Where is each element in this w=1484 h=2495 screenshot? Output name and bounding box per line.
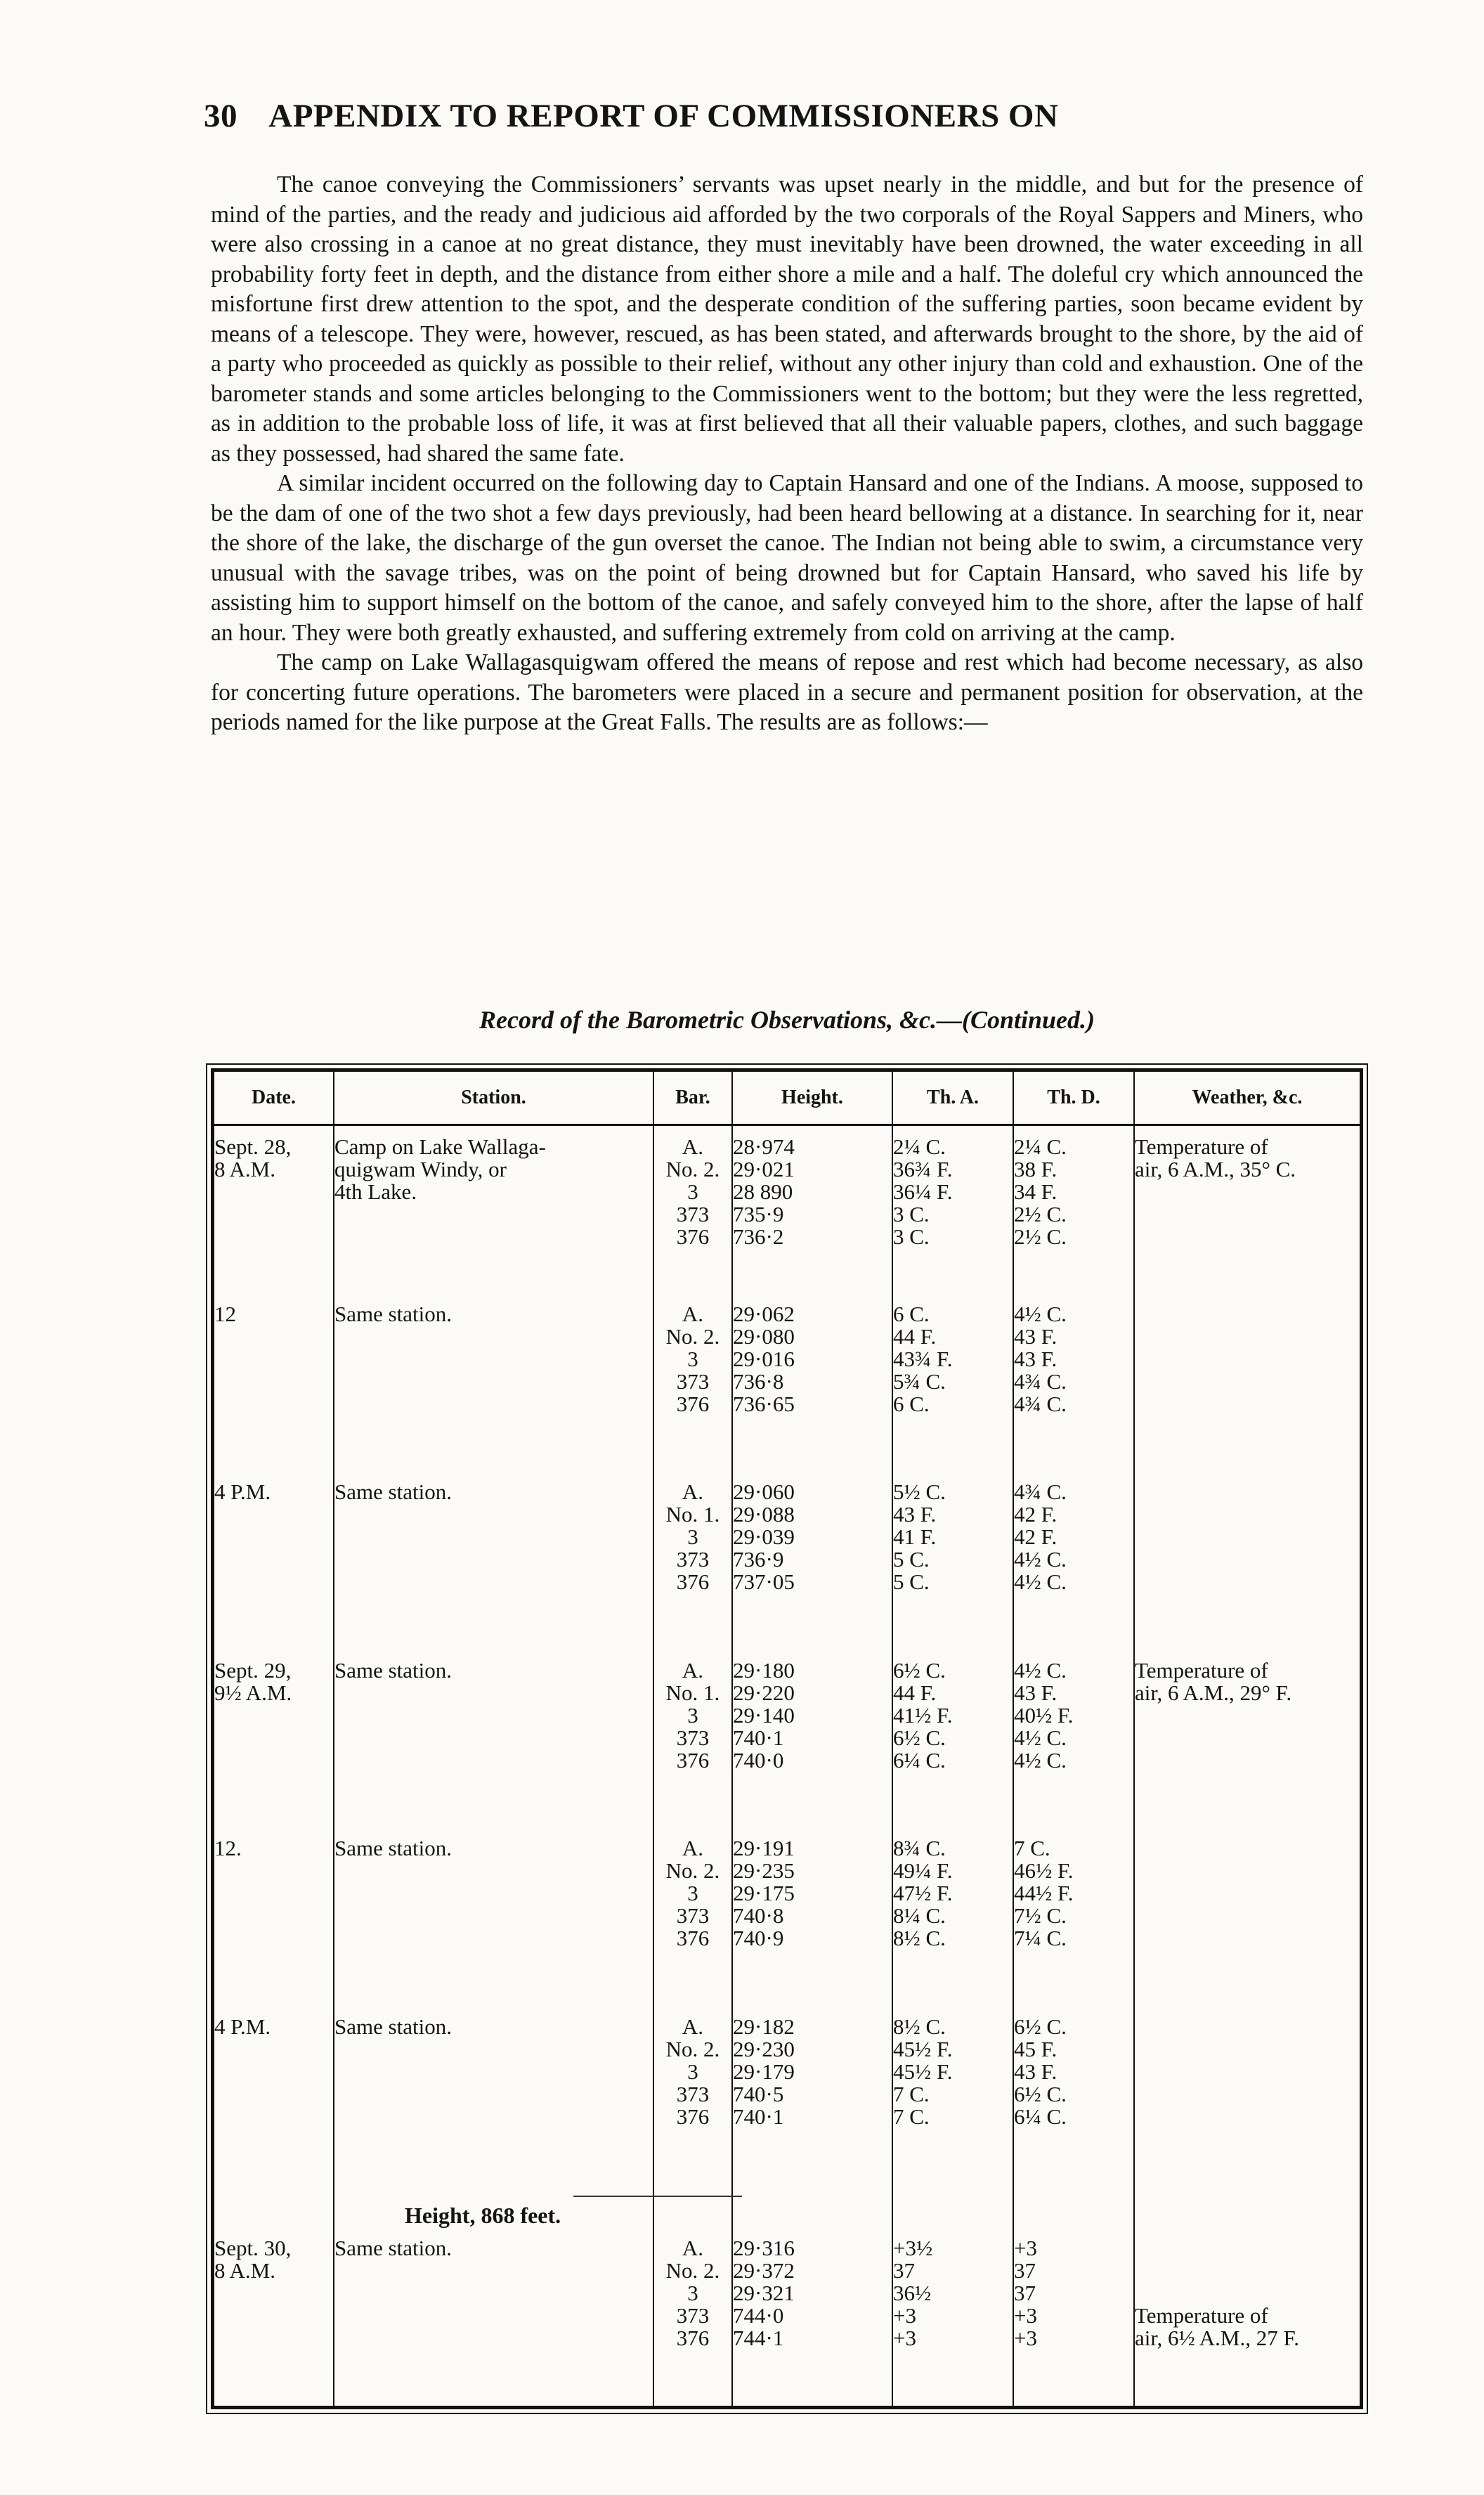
thd-cell-line: 4½ C. — [1014, 1657, 1067, 1683]
header-bar: Bar. — [653, 1072, 732, 1125]
height-cell — [732, 2237, 892, 2406]
bar-cell-line: No. 2. — [665, 1323, 720, 1349]
header-tha: Th. A. — [892, 1072, 1013, 1125]
weather-cell — [1134, 1481, 1360, 1659]
tha-cell — [892, 1659, 1013, 1837]
date-cell-line: Sept. 28, — [214, 1134, 292, 1159]
bar-cell — [653, 1303, 732, 1481]
weather-cell — [1134, 2237, 1360, 2406]
height-cell — [732, 1481, 892, 1659]
thd-cell-line: 4½ C. — [1014, 1547, 1067, 1572]
weather-cell-line — [1135, 2282, 1360, 2305]
tha-cell-line: 3 C. — [893, 1202, 930, 1226]
weather-cell — [1134, 1303, 1360, 1481]
thd-cell-line: 7½ C. — [1014, 1903, 1067, 1929]
tha-cell-line: +3 — [893, 2302, 916, 2328]
height-cell-line: 29·235 — [733, 1858, 795, 1884]
tha-cell-line: +3 — [893, 2325, 916, 2350]
height-cell-line: 29·372 — [733, 2257, 795, 2283]
tha-cell-line: 43 F. — [893, 1502, 937, 1527]
bar-cell-line: 373 — [676, 1547, 710, 1572]
bar-cell-line: 373 — [676, 2302, 710, 2328]
weather-cell-line: air, 6 A.M., 35° C. — [1135, 1157, 1296, 1181]
height-note-cell — [892, 2191, 1013, 2237]
tha-cell-line: 7 C. — [893, 2081, 930, 2106]
height-cell — [732, 1837, 892, 2015]
weather-cell — [1134, 1125, 1360, 1303]
header-date: Date. — [214, 1072, 334, 1125]
thd-cell-line: 42 F. — [1014, 1524, 1057, 1550]
thd-cell-line: 2¼ C. — [1014, 1134, 1067, 1159]
tha-cell-line: +3½ — [893, 2235, 933, 2260]
height-note-row — [214, 2191, 1360, 2237]
height-cell-line: 736·9 — [733, 1547, 784, 1572]
bar-cell-line: 3 — [687, 2280, 698, 2305]
weather-cell — [1134, 2016, 1360, 2191]
tha-cell-line: 49¼ F. — [893, 1858, 953, 1884]
station-cell — [334, 1125, 653, 1303]
thd-cell-line: 43 F. — [1014, 2059, 1057, 2084]
bar-cell-line: No. 2. — [665, 1157, 720, 1181]
height-cell-line: 29·080 — [733, 1323, 795, 1349]
height-cell-line: 29·060 — [733, 1479, 795, 1505]
station-cell-line: Same station. — [334, 1479, 453, 1505]
thd-cell-line: 6¼ C. — [1014, 2104, 1067, 2129]
date-cell-line: Sept. 30, — [214, 2235, 292, 2260]
tha-cell — [892, 1125, 1013, 1303]
thd-cell-line: +3 — [1014, 2235, 1037, 2260]
running-head-title: APPENDIX TO REPORT OF COMMISSIONERS ON — [268, 98, 1059, 134]
tha-cell-line: 6½ C. — [893, 1725, 946, 1750]
tha-cell-line: 41½ F. — [893, 1702, 953, 1728]
station-cell — [334, 1481, 653, 1659]
body-text — [211, 170, 1363, 738]
tha-cell-line: 6¼ C. — [893, 1747, 946, 1773]
thd-cell-line: 45 F. — [1014, 2036, 1057, 2061]
running-head — [204, 97, 1286, 135]
tha-cell-line: 41 F. — [893, 1524, 937, 1550]
thd-cell-line: 4½ C. — [1014, 1569, 1067, 1595]
height-cell-line: 28 890 — [733, 1179, 793, 1204]
tha-cell — [892, 2237, 1013, 2406]
thd-cell-line: 43 F. — [1014, 1346, 1057, 1371]
bar-cell-line: 376 — [676, 1391, 710, 1416]
tha-cell-line: 5 C. — [893, 1547, 930, 1572]
bar-cell-line: 3 — [687, 1881, 698, 1906]
bar-cell-line: A. — [682, 2235, 704, 2260]
thd-cell-line: 43 F. — [1014, 1323, 1057, 1349]
height-cell-line: 736·65 — [733, 1391, 795, 1416]
bar-cell-line: A. — [682, 2014, 704, 2039]
height-cell-line: 740·5 — [733, 2081, 784, 2106]
header-thd: Th. D. — [1013, 1072, 1134, 1125]
table-header-row — [214, 1072, 1360, 1125]
bar-cell-line: 376 — [676, 2325, 710, 2350]
tha-cell-line: 2¼ C. — [893, 1134, 946, 1159]
height-cell-line: 29·180 — [733, 1657, 795, 1683]
thd-cell-line: 44½ F. — [1014, 1881, 1074, 1906]
station-cell — [334, 1837, 653, 2015]
height-cell-line: 740·9 — [733, 1926, 784, 1951]
header-height: Height. — [732, 1072, 892, 1125]
height-cell-line: 29·191 — [733, 1836, 795, 1861]
table-row — [214, 1481, 1360, 1659]
height-cell-line: 29·321 — [733, 2280, 795, 2305]
station-cell-line: Same station. — [334, 2235, 453, 2260]
height-cell-line: 29·220 — [733, 1680, 795, 1705]
weather-cell-line: air, 6½ A.M., 27 F. — [1135, 2325, 1299, 2350]
thd-cell-line: 4½ C. — [1014, 1747, 1067, 1773]
height-cell-line: 29·021 — [733, 1157, 795, 1181]
weather-cell-line: Temperature of — [1135, 1134, 1268, 1159]
date-cell — [214, 1303, 334, 1481]
bar-cell-line: 3 — [687, 2059, 698, 2084]
header-station: Station. — [334, 1072, 653, 1125]
station-cell-line: 4th Lake. — [334, 1179, 417, 1204]
date-cell — [214, 1125, 334, 1303]
thd-cell-line: 4¾ C. — [1014, 1479, 1067, 1505]
tha-cell — [892, 1481, 1013, 1659]
bar-cell-line: 3 — [687, 1524, 698, 1550]
bar-cell-line: 373 — [676, 2081, 710, 2106]
bar-cell-line: A. — [682, 1479, 704, 1505]
date-cell-line: 4 P.M. — [214, 2014, 271, 2039]
bar-cell-line: A. — [682, 1657, 704, 1683]
tha-cell-line: 36¾ F. — [893, 1157, 953, 1181]
table-row — [214, 1837, 1360, 2015]
tha-cell-line: 5 C. — [893, 1569, 930, 1595]
height-cell-line: 735·9 — [733, 1202, 784, 1226]
table-row — [214, 2237, 1360, 2406]
height-note-cell — [214, 2191, 334, 2237]
bar-cell-line: 3 — [687, 1346, 698, 1371]
paragraph: The canoe conveying the Commissioners’ servants was upset nearly in the middle, and but for the presence of mind of the parties, and the ready and judicious aid afforded by the two corporals of the Royal Sappers and Miners, who were also crossing in a canoe at no great distance, they must inevitably have been drowned, the water exceeding in all probability forty feet in depth, and the distance from either shore a mile and a half. The doleful cry which announced the misfortune first drew attention to the spot, and the desperate condition of the suffering parties, soon became evident by means of a telescope. They were, however, rescued, as has been stated, and afterwards brought to the shore, by the aid of a party who proceeded as quickly as possible to their relief, without any other injury than cold and exhaustion. One of the barometer stands and some articles belonging to the Commissioners went to the bottom; but they were the less regretted, as in addition to the probable loss of life, it was at first believed that all their valuable papers, clothes, and such baggage as they possessed, had shared the same fate. — [211, 171, 1363, 467]
bar-cell-line: A. — [682, 1301, 704, 1326]
date-cell-line: 8 A.M. — [214, 1157, 275, 1181]
bar-cell-line: No. 2. — [665, 2257, 720, 2283]
table-row — [214, 1303, 1360, 1481]
thd-cell-line: 34 F. — [1014, 1179, 1057, 1204]
tha-cell-line: 8½ C. — [893, 2014, 946, 2039]
height-cell — [732, 1659, 892, 1837]
date-cell — [214, 1481, 334, 1659]
bar-cell-line: 376 — [676, 1569, 710, 1595]
bar-cell — [653, 1837, 732, 2015]
weather-cell-line: Temperature of — [1135, 2302, 1268, 2328]
bar-cell-line: No. 1. — [665, 1680, 720, 1705]
tha-cell-line: 43¾ F. — [893, 1346, 953, 1371]
date-cell — [214, 1659, 334, 1837]
bar-cell-line: 373 — [676, 1202, 710, 1226]
date-cell-line: 4 P.M. — [214, 1479, 271, 1505]
bar-cell-line: 376 — [676, 2104, 710, 2129]
height-cell-line: 29·062 — [733, 1301, 795, 1326]
thd-cell — [1013, 2237, 1134, 2406]
header-weather: Weather, &c. — [1134, 1072, 1360, 1125]
height-cell-line: 736·2 — [733, 1224, 784, 1249]
date-cell-line: 12. — [214, 1836, 242, 1861]
tha-cell-line: 44 F. — [893, 1323, 937, 1349]
tha-cell-line: 3 C. — [893, 1224, 930, 1249]
station-cell — [334, 2016, 653, 2191]
date-cell-line: Sept. 29, — [214, 1657, 292, 1683]
height-cell — [732, 1303, 892, 1481]
height-cell — [732, 1125, 892, 1303]
station-cell-line: Same station. — [334, 1836, 453, 1861]
station-cell-line: Same station. — [334, 1301, 453, 1326]
thd-cell — [1013, 1659, 1134, 1837]
table-caption: Record of the Barometric Observations, &c.—(Continued.) — [479, 1006, 1095, 1034]
tha-cell-line: 5½ C. — [893, 1479, 946, 1505]
date-cell — [214, 1837, 334, 2015]
height-note-cell — [334, 2191, 653, 2237]
height-note-text: Height, 868 feet. — [405, 2202, 561, 2228]
thd-cell — [1013, 1837, 1134, 2015]
bar-cell-line: 373 — [676, 1368, 710, 1394]
height-cell-line: 28·974 — [733, 1134, 795, 1159]
height-cell-line: 740·8 — [733, 1903, 784, 1929]
bar-cell-line: A. — [682, 1134, 704, 1159]
height-cell-line: 740·0 — [733, 1747, 784, 1773]
thd-cell-line: 40½ F. — [1014, 1702, 1074, 1728]
date-cell-line: 12 — [214, 1301, 236, 1326]
bar-cell-line: 376 — [676, 1224, 710, 1249]
height-note-cell — [1134, 2191, 1360, 2237]
date-cell-line: 9½ A.M. — [214, 1680, 292, 1705]
height-cell-line: 29·039 — [733, 1524, 795, 1550]
tha-cell — [892, 1303, 1013, 1481]
station-cell — [334, 1659, 653, 1837]
height-cell-line: 29·088 — [733, 1502, 795, 1527]
station-cell-line: Same station. — [334, 2014, 453, 2039]
height-cell-line: 744·1 — [733, 2325, 784, 2350]
height-cell — [732, 2016, 892, 2191]
tha-cell-line: 45½ F. — [893, 2059, 953, 2084]
height-cell-line: 29·016 — [733, 1346, 795, 1371]
bar-cell-line: 373 — [676, 1903, 710, 1929]
thd-cell-line: 7 C. — [1014, 1836, 1050, 1861]
bar-cell — [653, 2016, 732, 2191]
tha-cell-line: 7 C. — [893, 2104, 930, 2129]
barometric-table-grid — [214, 1072, 1360, 2406]
date-cell — [214, 2237, 334, 2406]
thd-cell-line: 43 F. — [1014, 1680, 1057, 1705]
thd-cell — [1013, 1481, 1134, 1659]
weather-cell-line — [1135, 2260, 1360, 2282]
thd-cell-line: 4½ C. — [1014, 1301, 1067, 1326]
barometric-table — [211, 1068, 1363, 2409]
tha-cell-line: 36¼ F. — [893, 1179, 953, 1204]
bar-cell-line: 376 — [676, 1926, 710, 1951]
paragraph: The camp on Lake Wallagasquigwam offered the means of repose and rest which had become necessary, as also for concerting future operations. The barometers were placed in a secure and permanent position for observation, at the periods named for the like purpose at the Great Falls. The results are as follows:— — [211, 649, 1363, 735]
weather-cell-line: Temperature of — [1135, 1657, 1268, 1683]
height-note-cell — [732, 2191, 892, 2237]
tha-cell-line: 36½ — [893, 2280, 932, 2305]
height-cell-line: 29·316 — [733, 2235, 795, 2260]
tha-cell-line: 6 C. — [893, 1391, 930, 1416]
table-row — [214, 1125, 1360, 1303]
height-cell-line: 736·8 — [733, 1368, 784, 1394]
thd-cell — [1013, 1125, 1134, 1303]
thd-cell — [1013, 1303, 1134, 1481]
thd-cell-line: 7¼ C. — [1014, 1926, 1067, 1951]
weather-cell — [1134, 1837, 1360, 2015]
thd-cell-line: 46½ F. — [1014, 1858, 1074, 1884]
paragraph: A similar incident occurred on the following day to Captain Hansard and one of the Indians. A moose, supposed to be the dam of one of the two shot a few days previously, had been heard bellowing at a distance. In searching for it, near the shore of the lake, the discharge of the gun overset the canoe. The Indian not being able to swim, a circumstance very unusual with the savage tribes, was on the point of being drowned but for Captain Hansard, who saved his life by assisting him to support himself on the bottom of the canoe, and safely conveyed him to the shore, after the lapse of half an hour. They were both greatly exhausted, and suffering extremely from cold on arriving at the camp. — [211, 470, 1363, 646]
date-cell — [214, 2016, 334, 2191]
tha-cell-line: 47½ F. — [893, 1881, 953, 1906]
thd-cell-line: 37 — [1014, 2257, 1036, 2283]
thd-cell-line: 2½ C. — [1014, 1224, 1067, 1249]
station-cell — [334, 2237, 653, 2406]
thd-cell-line: 4¾ C. — [1014, 1391, 1067, 1416]
bar-cell-line: A. — [682, 1836, 704, 1861]
height-cell-line: 737·05 — [733, 1569, 795, 1595]
height-cell-line: 29·140 — [733, 1702, 795, 1728]
thd-cell-line: 4¾ C. — [1014, 1368, 1067, 1394]
table-row — [214, 2016, 1360, 2191]
height-cell-line: 29·179 — [733, 2059, 795, 2084]
weather-cell — [1134, 1659, 1360, 1837]
height-cell-line: 740·1 — [733, 2104, 784, 2129]
date-cell-line: 8 A.M. — [214, 2257, 275, 2283]
bar-cell — [653, 1481, 732, 1659]
bar-cell — [653, 2237, 732, 2406]
tha-cell-line: 44 F. — [893, 1680, 937, 1705]
thd-cell-line: 6½ C. — [1014, 2081, 1067, 2106]
height-cell-line: 29·182 — [733, 2014, 795, 2039]
height-note-rule — [573, 2196, 742, 2197]
weather-cell-line: air, 6 A.M., 29° F. — [1135, 1680, 1292, 1705]
bar-cell — [653, 1125, 732, 1303]
bar-cell-line: No. 1. — [665, 1502, 720, 1527]
station-cell — [334, 1303, 653, 1481]
thd-cell — [1013, 2016, 1134, 2191]
tha-cell-line: 8½ C. — [893, 1926, 946, 1951]
table-body — [214, 1125, 1360, 2406]
height-cell-line: 744·0 — [733, 2302, 784, 2328]
tha-cell — [892, 1837, 1013, 2015]
height-note-cell — [1013, 2191, 1134, 2237]
tha-cell-line: 6½ C. — [893, 1657, 946, 1683]
thd-cell-line: 42 F. — [1014, 1502, 1057, 1527]
tha-cell-line: 5¾ C. — [893, 1368, 946, 1394]
tha-cell — [892, 2016, 1013, 2191]
page-number: 30 — [204, 98, 237, 134]
bar-cell-line: 3 — [687, 1179, 698, 1204]
height-cell-line: 29·175 — [733, 1881, 795, 1906]
thd-cell-line: 37 — [1014, 2280, 1036, 2305]
thd-cell-line: 6½ C. — [1014, 2014, 1067, 2039]
height-cell-line: 740·1 — [733, 1725, 784, 1750]
tha-cell-line: 6 C. — [893, 1301, 930, 1326]
tha-cell-line: 8¼ C. — [893, 1903, 946, 1929]
bar-cell-line: No. 2. — [665, 1858, 720, 1884]
bar-cell-line: 373 — [676, 1725, 710, 1750]
thd-cell-line: 4½ C. — [1014, 1725, 1067, 1750]
weather-cell-line — [1135, 2237, 1360, 2260]
tha-cell-line: 37 — [893, 2257, 915, 2283]
tha-cell-line: 45½ F. — [893, 2036, 953, 2061]
tha-cell-line: 8¾ C. — [893, 1836, 946, 1861]
thd-cell-line: +3 — [1014, 2302, 1037, 2328]
station-cell-line: Same station. — [334, 1657, 453, 1683]
thd-cell-line: +3 — [1014, 2325, 1037, 2350]
station-cell-line: quigwam Windy, or — [334, 1157, 507, 1181]
table-row — [214, 1659, 1360, 1837]
thd-cell-line: 38 F. — [1014, 1157, 1057, 1181]
bar-cell-line: No. 2. — [665, 2036, 720, 2061]
bar-cell-line: 3 — [687, 1702, 698, 1728]
bar-cell-line: 376 — [676, 1747, 710, 1773]
station-cell-line: Camp on Lake Wallaga- — [334, 1134, 546, 1159]
height-cell-line: 29·230 — [733, 2036, 795, 2061]
thd-cell-line: 2½ C. — [1014, 1202, 1067, 1226]
bar-cell — [653, 1659, 732, 1837]
